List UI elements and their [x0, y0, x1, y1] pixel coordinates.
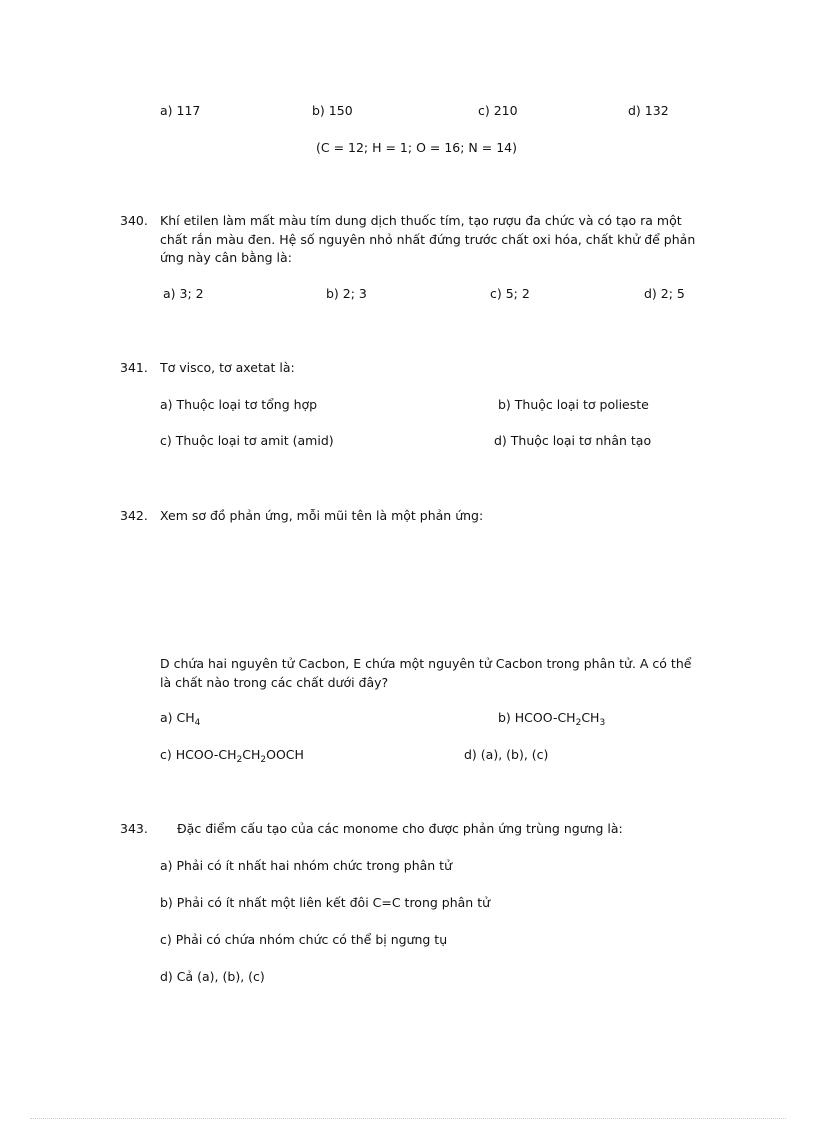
q341-number: 341. [120, 360, 148, 375]
q342-option-d: d) (a), (b), (c) [464, 747, 549, 762]
q339-option-d: d) 132 [628, 103, 669, 118]
q341-option-b: b) Thuộc loại tơ polieste [498, 397, 649, 412]
q341-option-c: c) Thuộc loại tơ amit (amid) [160, 433, 334, 448]
q340-option-a: a) 3; 2 [163, 286, 204, 301]
q339-atomic-masses: (C = 12; H = 1; O = 16; N = 14) [316, 140, 517, 155]
q340-question-text: Khí etilen làm mất màu tím dung dịch thuốc tím, tạo rượu đa chức và có tạo ra một chất rắn màu đen. Hệ số nguyên nhỏ nhất đứng trước chất oxi hóa, chất khử để phản ứng này cân bằng là: [160, 213, 696, 265]
q340-option-c: c) 5; 2 [490, 286, 530, 301]
q339-option-a: a) 117 [160, 103, 201, 118]
q342-question-text: Xem sơ đồ phản ứng, mỗi mũi tên là một phản ứng: [160, 508, 484, 523]
page-bottom-rule [30, 1118, 786, 1119]
q340-number: 340. [120, 213, 148, 228]
q343-question-text: Đặc điểm cấu tạo của các monome cho được phản ứng trùng ngưng là: [177, 821, 623, 836]
q343-option-c: c) Phải có chứa nhóm chức có thể bị ngưng tụ [160, 932, 448, 947]
q343-option-b: b) Phải có ít nhất một liên kết đôi C=C trong phân tử [160, 895, 491, 910]
q341-option-a: a) Thuộc loại tơ tổng hợp [160, 397, 318, 412]
q339-option-b: b) 150 [312, 103, 353, 118]
q342-number: 342. [120, 508, 148, 523]
q342-option-c: c) HCOO-$CH_2CH_2OOCH$ [160, 747, 304, 765]
q340-option-d: d) 2; 5 [644, 286, 685, 301]
q343-option-a: a) Phải có ít nhất hai nhóm chức trong phân tử [160, 858, 453, 873]
q340-option-b: b) 2; 3 [326, 286, 367, 301]
q342-condition-text: D chứa hai nguyên tử Cacbon, E chứa một nguyên tử Cacbon trong phân tử. A có thể là chất nào trong các chất dưới đây? [160, 656, 692, 690]
q342-option-a: a) $CH_4$ [160, 710, 201, 728]
q343-option-d: d) Cả (a), (b), (c) [160, 969, 265, 984]
q341-option-d: d) Thuộc loại tơ nhân tạo [494, 433, 652, 448]
q341-question-text: Tơ visco, tơ axetat là: [160, 360, 295, 375]
q342-option-b: b) HCOO-$CH_2CH_3$ [498, 710, 606, 728]
q339-option-c: c) 210 [478, 103, 518, 118]
q343-number: 343. [120, 821, 148, 836]
